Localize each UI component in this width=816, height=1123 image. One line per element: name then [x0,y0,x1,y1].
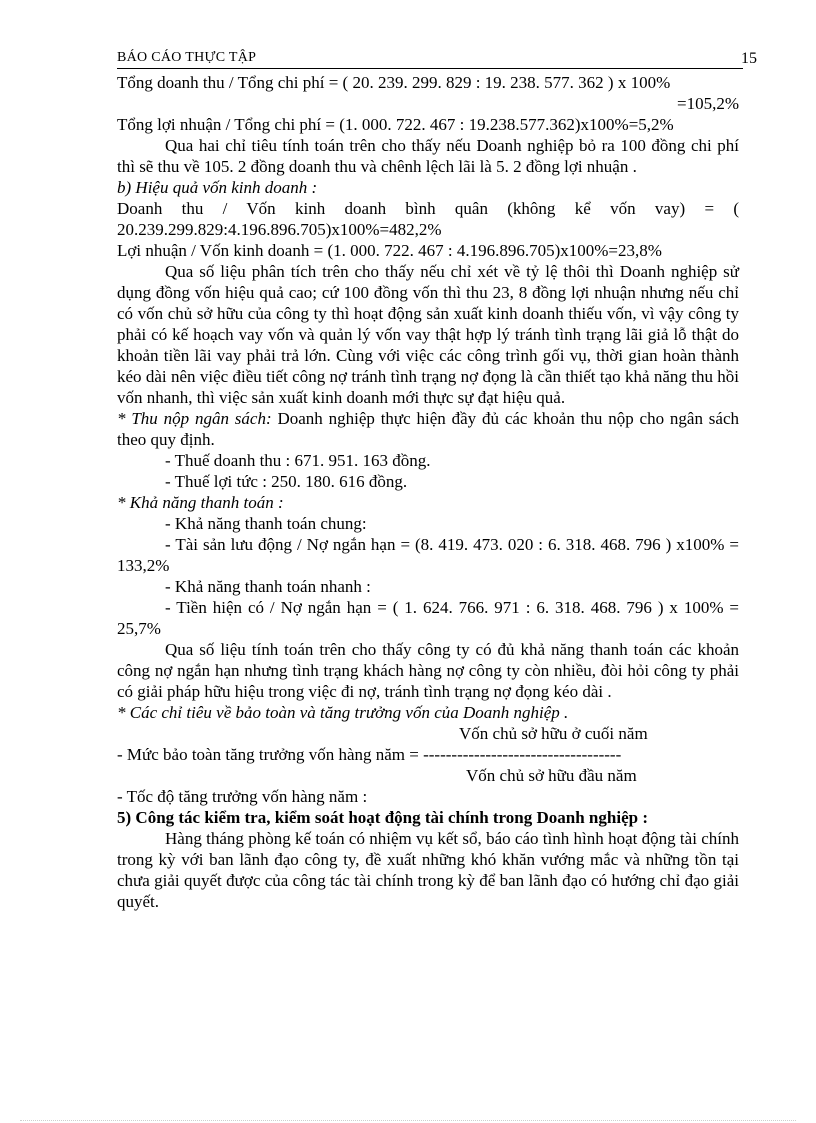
formula-revenue-capital: Doanh thu / Vốn kinh doanh bình quân (không kể vốn vay) = ( 20.239.299.829:4.196.896.705)x100%=482,2% [117,199,739,239]
paragraph-financial-control: Hàng tháng phòng kế toán có nhiệm vụ kết sổ, báo cáo tình hình hoạt động tài chính trong kỳ với ban lãnh đạo công ty, đề xuất những khó khăn vướng mắc và những tồn tại chưa giải quyết được của công tác tài chính trong kỳ để ban lãnh đạo có hướng chỉ đạo giải quyết. [117,829,739,911]
page-header [117,50,757,72]
capital-growth-rate: - Tốc độ tăng trưởng vốn hàng năm : [117,787,368,806]
section-heading-financial-control: 5) Công tác kiểm tra, kiểm soát hoạt động tài chính trong Doanh nghiệp : [117,808,648,827]
list-item-quick-solvency: - Khả năng thanh toán nhanh : [165,577,371,596]
fraction-label-line: - Mức bảo toàn tăng trưởng vốn hàng năm = ----------------------------------- [117,745,622,764]
fraction-numerator: Vốn chủ sở hữu ở cuối năm [459,724,648,743]
document-body [117,72,739,912]
list-item-revenue-tax: - Thuế doanh thu : 671. 951. 163 đồng. [165,451,431,470]
fraction-denominator: Vốn chủ sở hữu đầu năm [466,766,637,785]
formula-revenue-cost: Tổng doanh thu / Tổng chi phí = ( 20. 239. 299. 829 : 19. 238. 577. 362 ) x 100% [117,73,671,92]
list-item-income-tax: - Thuế lợi tức : 250. 180. 616 đồng. [165,472,408,491]
page-bottom-rule [20,1120,796,1121]
paragraph-budget [117,408,739,450]
list-item-general-solvency: - Khả năng thanh toán chung: [165,514,367,533]
paragraph-cost-analysis: Qua hai chỉ tiêu tính toán trên cho thấy nếu Doanh nghiệp bỏ ra 100 đồng chi phí thì sẽ thu về 105. 2 đồng doanh thu và chênh lệch lãi là 5. 2 đồng lợi nhuận . [117,136,739,176]
formula-revenue-cost-result: =105,2% [677,94,739,113]
section-heading-solvency: * Khả năng thanh toán : [117,493,284,512]
formula-quick-ratio: - Tiền hiện có / Nợ ngắn hạn = ( 1. 624. 766. 971 : 6. 318. 468. 796 ) x 100% = 25,7% [117,598,739,638]
formula-current-ratio: - Tài sản lưu động / Nợ ngắn hạn = (8. 419. 473. 020 : 6. 318. 468. 796 ) x100% = 133,2% [117,535,739,575]
header-title: BÁO CÁO THỰC TẬP [117,50,257,65]
page-number: 15 [741,50,757,67]
formula-profit-cost: Tổng lợi nhuận / Tổng chi phí = (1. 000. 722. 467 : 19.238.577.362)x100%=5,2% [117,115,674,134]
fraction-capital-preservation [117,723,739,786]
header-rule [117,68,743,69]
section-heading-capital-efficiency: b) Hiệu quả vốn kinh doanh : [117,178,318,197]
budget-label: * Thu nộp ngân sách: [117,409,272,428]
paragraph-capital-analysis: Qua số liệu phân tích trên cho thấy nếu chỉ xét về tỷ lệ thôi thì Doanh nghiệp sử dụng đồng vốn hiệu quả cao; cứ 100 đồng vốn thì thu 23, 8 đồng lợi nhuận nhưng nếu chỉ có vốn chủ sở hữu của công ty thì hoạt động sản xuất kinh doanh thiếu vốn, vì vậy công ty phải có kế hoạch vay vốn và quản lý vốn vay thật hợp lý tránh tình trạng lãi giả lỗ thật do khoản tiền lãi vay phải trả lớn. Cùng với việc các công trình gối vụ, thời gian hoàn thành kéo dài nên việc điều tiết công nợ tránh tình trạng nợ đọng là cần thiết tạo khả năng thu hồi vốn nhanh, thì việc sản xuất kinh doanh mới thực sự đạt hiệu quả. [117,262,739,407]
paragraph-solvency-analysis: Qua số liệu tính toán trên cho thấy công ty có đủ khả năng thanh toán các khoản công nợ ngắn hạn nhưng tình trạng khách hàng nợ công ty còn nhiều, đòi hỏi công ty phải có giải pháp hữu hiệu trong việc đi nợ, tránh tình trạng nợ đọng kéo dài . [117,640,739,701]
formula-profit-capital: Lợi nhuận / Vốn kinh doanh = (1. 000. 722. 467 : 4.196.896.705)x100%=23,8% [117,241,662,260]
budget-text: Doanh nghiệp thực hiện đầy đủ các khoản thu nộp cho ngân sách theo quy định. [117,409,740,449]
section-heading-capital-growth: * Các chỉ tiêu về bảo toàn và tăng trưởng vốn của Doanh nghiệp . [117,703,569,722]
